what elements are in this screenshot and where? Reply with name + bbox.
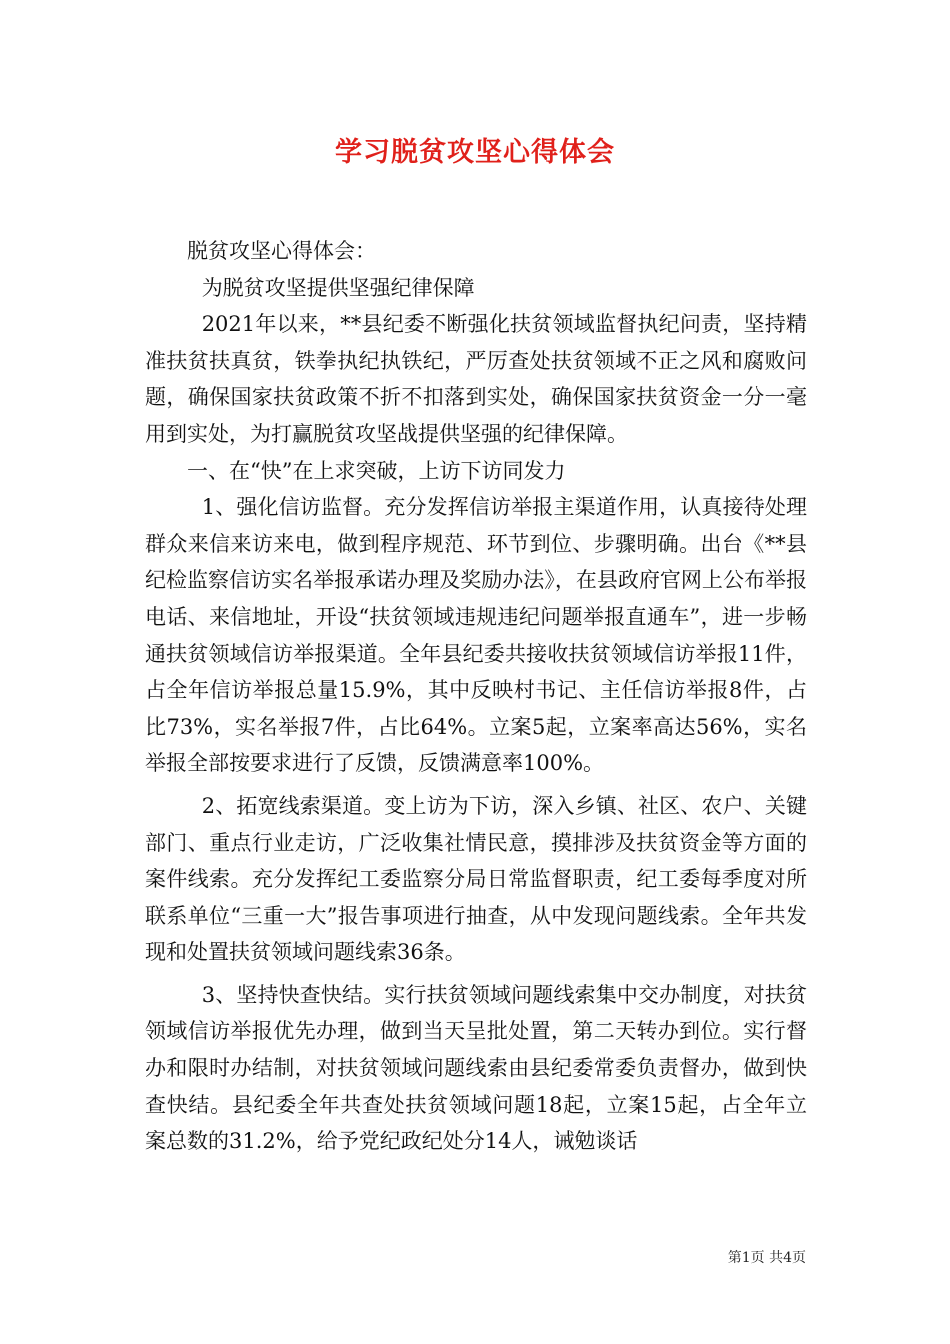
paragraph-intro: 2021年以来，**县纪委不断强化扶贫领域监督执纪问责，坚持精准扶贫扶真贫，铁拳执纪执铁纪，严厉查处扶贫领域不正之风和腐败问题，确保国家扶贫政策不折不扣落到实处，确保国家扶贫资金一分一毫用到实处，为打赢脱贫攻坚战提供坚强的纪律保障。 bbox=[145, 312, 807, 446]
paragraph-item-3: 3、坚持快查快结。实行扶贫领域问题线索集中交办制度，对扶贫领域信访举报优先办理，做到当天呈批处置，第二天转办到位。实行督办和限时办结制，对扶贫领域问题线索由县纪委常委负责督办，做到快查快结。县纪委全年共查处扶贫领域问题18起，立案15起，占全年立案总数的31.2%，给予党纪政纪处分14人，诫勉谈话 bbox=[145, 982, 807, 1154]
paragraph-item-1: 1、强化信访监督。充分发挥信访举报主渠道作用，认真接待处理群众来信来访来电，做到程序规范、环节到位、步骤明确。出台《**县纪检监察信访实名举报承诺办理及奖励办法》，在县政府官网上公布举报电话、来信地址，开设“扶贫领域违规违纪问题举报直通车”，进一步畅通扶贫领域信访举报渠道。全年县纪委共接收扶贫领域信访举报11件，占全年信访举报总量15.9%，其中反映村书记、主任信访举报8件，占比73%，实名举报7件，占比64%。立案5起，立案率高达56%，实名举报全部按要求进行了反馈，反馈满意率100%。 bbox=[145, 495, 807, 776]
paragraph-item-2: 2、拓宽线索渠道。变上访为下访，深入乡镇、社区、农户、关键部门、重点行业走访，广泛收集社情民意，摸排涉及扶贫资金等方面的案件线索。充分发挥纪工委监察分局日常监督职责，纪工委每季度对所联系单位“三重一大”报告事项进行抽查，从中发现问题线索。全年共发现和处置扶贫领域问题线索36条。 bbox=[145, 793, 807, 965]
section-heading-1: 一、在“快”在上求突破，上访下访同发力 bbox=[187, 458, 566, 483]
page-number-footer: 第1页 共4页 bbox=[727, 1250, 806, 1266]
document-body bbox=[145, 233, 807, 1160]
paragraph-subtitle: 为脱贫攻坚提供坚强纪律保障 bbox=[201, 275, 475, 300]
paragraph-greeting: 脱贫攻坚心得体会： bbox=[187, 239, 376, 263]
document-title: 学习脱贫攻坚心得体会 bbox=[335, 137, 615, 168]
